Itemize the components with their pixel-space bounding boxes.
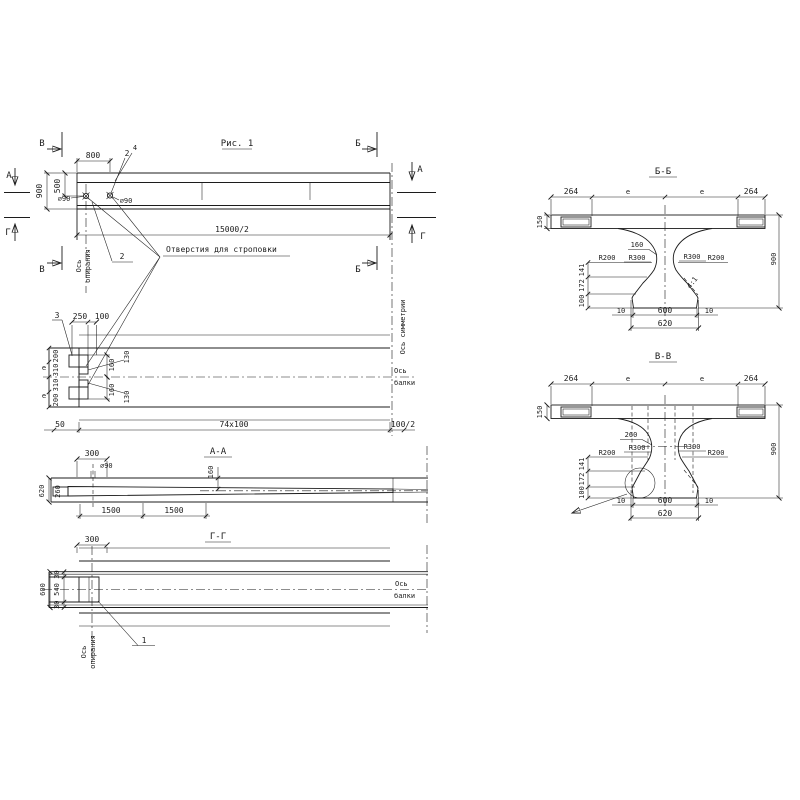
- r300l-vv: R300: [628, 444, 646, 452]
- dim-260-vv: 260: [624, 431, 638, 439]
- dim-264r-vv: 264: [743, 374, 759, 383]
- aa-bottom-dims: [76, 503, 210, 519]
- bb-flange: [551, 215, 765, 229]
- dim-540: 540: [53, 583, 61, 596]
- cut-mark-a-right: [397, 162, 436, 193]
- plan-eq-b: е: [41, 392, 47, 400]
- axis-beam2-word2: балки: [394, 592, 416, 600]
- dim-150-vv: 150: [536, 405, 544, 419]
- bb-stack-100: 100: [578, 294, 586, 308]
- r300r-bb: R300: [683, 253, 701, 261]
- cut-mark-v-bottom: [39, 246, 62, 275]
- aa-left-dims: [38, 478, 62, 502]
- dim-900-bb: 900: [770, 252, 778, 266]
- cut-mark-g-left: [4, 218, 30, 242]
- axis-bearing-word2: опирания: [84, 249, 92, 283]
- callout-4: 4: [132, 144, 138, 152]
- dim-col-200a: 200: [52, 349, 60, 363]
- callout-2b: 2: [119, 252, 125, 261]
- cut-mark-v-top: [39, 132, 62, 157]
- dim-800: 800: [85, 151, 101, 160]
- axis-beam-word1: Ось: [394, 367, 407, 375]
- vv-stack-141: 141: [578, 457, 586, 471]
- axis-beam2-word1: Ось: [395, 580, 408, 588]
- dim-15000-2: 15000/2: [215, 225, 249, 234]
- vv-flange: [551, 405, 765, 419]
- axis-bearing2-word2: опирания: [89, 635, 97, 669]
- dim-150-bb: 150: [536, 215, 544, 229]
- dim-600-vv: 600: [657, 496, 673, 505]
- dim-160b: 160: [108, 383, 116, 397]
- dim-100: 100: [94, 312, 110, 321]
- bb-top-dims: [551, 187, 765, 216]
- vv-stack-100: 100: [578, 486, 586, 499]
- plan-top-hatch: [79, 335, 390, 348]
- dim-col-310a: 310: [52, 363, 60, 377]
- dim-10l-vv: 10: [616, 497, 626, 505]
- sling-callout: [86, 197, 290, 385]
- dim-500: 500: [53, 178, 62, 194]
- dim-900-vv: 900: [770, 442, 778, 456]
- eq-r-bb: е: [699, 188, 705, 196]
- dim-50: 50: [55, 420, 65, 429]
- hole-dia-right: ∅90: [119, 197, 133, 205]
- section-gg-title: Г-Г: [209, 532, 227, 542]
- gg-axis-labels: [394, 580, 415, 600]
- r200r-bb: R200: [707, 254, 725, 262]
- elevation-dim-800: [77, 151, 110, 172]
- eq-l-bb: е: [625, 188, 631, 196]
- dim-30b: 30: [53, 600, 61, 610]
- figure-title: Рис. 1: [220, 139, 254, 149]
- cut-mark-b-top: [355, 132, 377, 157]
- cut-letter-a: А: [6, 171, 12, 181]
- dim-620-vv: 620: [657, 509, 673, 518]
- dim-1500b: 1500: [164, 506, 184, 515]
- gg-bottom-hatch: [79, 613, 390, 626]
- dim-10r-vv: 10: [704, 497, 714, 505]
- r200l-vv: R200: [598, 449, 616, 457]
- axis-symmetry-label: Ось симметрии: [399, 299, 407, 355]
- vv-stack-172: 172: [578, 472, 586, 486]
- r300r-vv: R300: [683, 443, 701, 451]
- dim-620-bb: 620: [657, 319, 673, 328]
- dim-600-bb: 600: [657, 306, 673, 315]
- dim-264r-bb: 264: [743, 187, 759, 196]
- bb-radius-labels: [599, 241, 728, 290]
- slope-4-1: 4:1: [685, 275, 700, 291]
- aa-core-hatch: [68, 487, 393, 497]
- cut-letter-b: Б: [355, 139, 361, 149]
- dim-160-aa: 160: [207, 465, 215, 479]
- section-vv: [536, 352, 783, 521]
- vv-top-dims: [551, 374, 765, 406]
- section-bb-title: Б-Б: [654, 167, 672, 177]
- callout-2: 2: [124, 149, 130, 158]
- hole-dia-left: ∅90: [57, 195, 71, 203]
- callout-1-gg: 1: [141, 636, 147, 645]
- dim-600-gg: 600: [39, 583, 47, 596]
- vv-radius-labels: [599, 431, 728, 457]
- r300l-bb: R300: [628, 254, 646, 262]
- plan-eq-a: е: [41, 364, 47, 372]
- section-gg: [39, 532, 428, 669]
- bb-dim-150: [536, 215, 551, 229]
- vv-dim-150: [536, 405, 547, 419]
- section-vv-title: В-В: [654, 352, 672, 362]
- dim-130a: 130: [123, 350, 131, 364]
- sling-holes-label: Отверстия для строповки: [166, 245, 277, 254]
- dim-30a: 30: [53, 570, 61, 579]
- eq-r-vv: е: [699, 375, 705, 383]
- section-aa-title: А-А: [209, 447, 227, 457]
- elevation-top-hatch: [77, 173, 390, 183]
- section-bb: [536, 167, 783, 331]
- bearing-axis-elevation: [75, 184, 92, 293]
- plan-bottom-hatch: [79, 407, 390, 420]
- dim-160-bb: 160: [630, 241, 644, 249]
- callout-3: 3: [54, 311, 60, 320]
- bb-web-outline: [618, 205, 712, 322]
- axis-beam-word2: балки: [394, 379, 416, 387]
- dim-130b: 130: [123, 390, 131, 404]
- dim-620-aa: 620: [38, 484, 46, 498]
- plan-bottom-dims: [44, 420, 415, 433]
- cut-letter-v2: В: [39, 265, 45, 275]
- axis-bearing-word1: Ось: [75, 259, 83, 273]
- dim-160a: 160: [108, 358, 116, 372]
- eq-l-vv: е: [625, 375, 631, 383]
- plan-col-dims: [42, 346, 60, 409]
- dim-300-gg: 300: [84, 535, 100, 544]
- dim-col-310b: 310: [52, 378, 60, 392]
- plan-axis-labels: [394, 300, 415, 387]
- dim-264l-vv: 264: [563, 374, 579, 383]
- section-aa: [38, 446, 428, 526]
- gg-outline: [43, 545, 428, 633]
- dim-900: 900: [35, 183, 44, 199]
- dim-300-aa: 300: [84, 449, 100, 458]
- elevation-dim-length: [77, 225, 390, 235]
- dim-col-200b: 200: [52, 393, 60, 407]
- dim-260-aa: 260: [54, 485, 62, 498]
- bb-stack-141: 141: [578, 263, 586, 277]
- bb-stack-172: 172: [578, 279, 586, 292]
- r200l-bb: R200: [598, 254, 616, 262]
- dim-250: 250: [72, 312, 88, 321]
- dim-10l-bb: 10: [616, 307, 626, 315]
- cut-mark-b-bottom: [355, 246, 377, 275]
- dim-10r-bb: 10: [704, 307, 714, 315]
- plan-view: [42, 300, 415, 433]
- dim-264l-bb: 264: [563, 187, 579, 196]
- elevation-dim-500: [53, 173, 83, 196]
- vv-web-outline: [618, 395, 712, 512]
- cut-mark-a-left: [4, 168, 30, 193]
- plan-top-dims: [52, 311, 109, 369]
- gg-top-hatch: [79, 548, 390, 561]
- dim-74x100: 74x100: [219, 420, 249, 429]
- r200r-vv: R200: [707, 449, 725, 457]
- dim-d90-aa: ∅90: [100, 462, 113, 470]
- cut-mark-g-right: [397, 218, 436, 244]
- dim-1500a: 1500: [101, 506, 121, 515]
- aa-hole: [91, 462, 113, 507]
- plan-outline: [43, 335, 415, 420]
- cut-letter-g: Г: [5, 228, 11, 238]
- dim-100-2: 100/2: [390, 420, 416, 429]
- cut-letter-v: В: [39, 139, 45, 149]
- cut-letter-a2: А: [417, 165, 423, 175]
- cut-letter-g2: Г: [420, 232, 426, 242]
- cut-letter-b2: Б: [355, 265, 361, 275]
- axis-bearing2-word1: Ось: [80, 645, 88, 659]
